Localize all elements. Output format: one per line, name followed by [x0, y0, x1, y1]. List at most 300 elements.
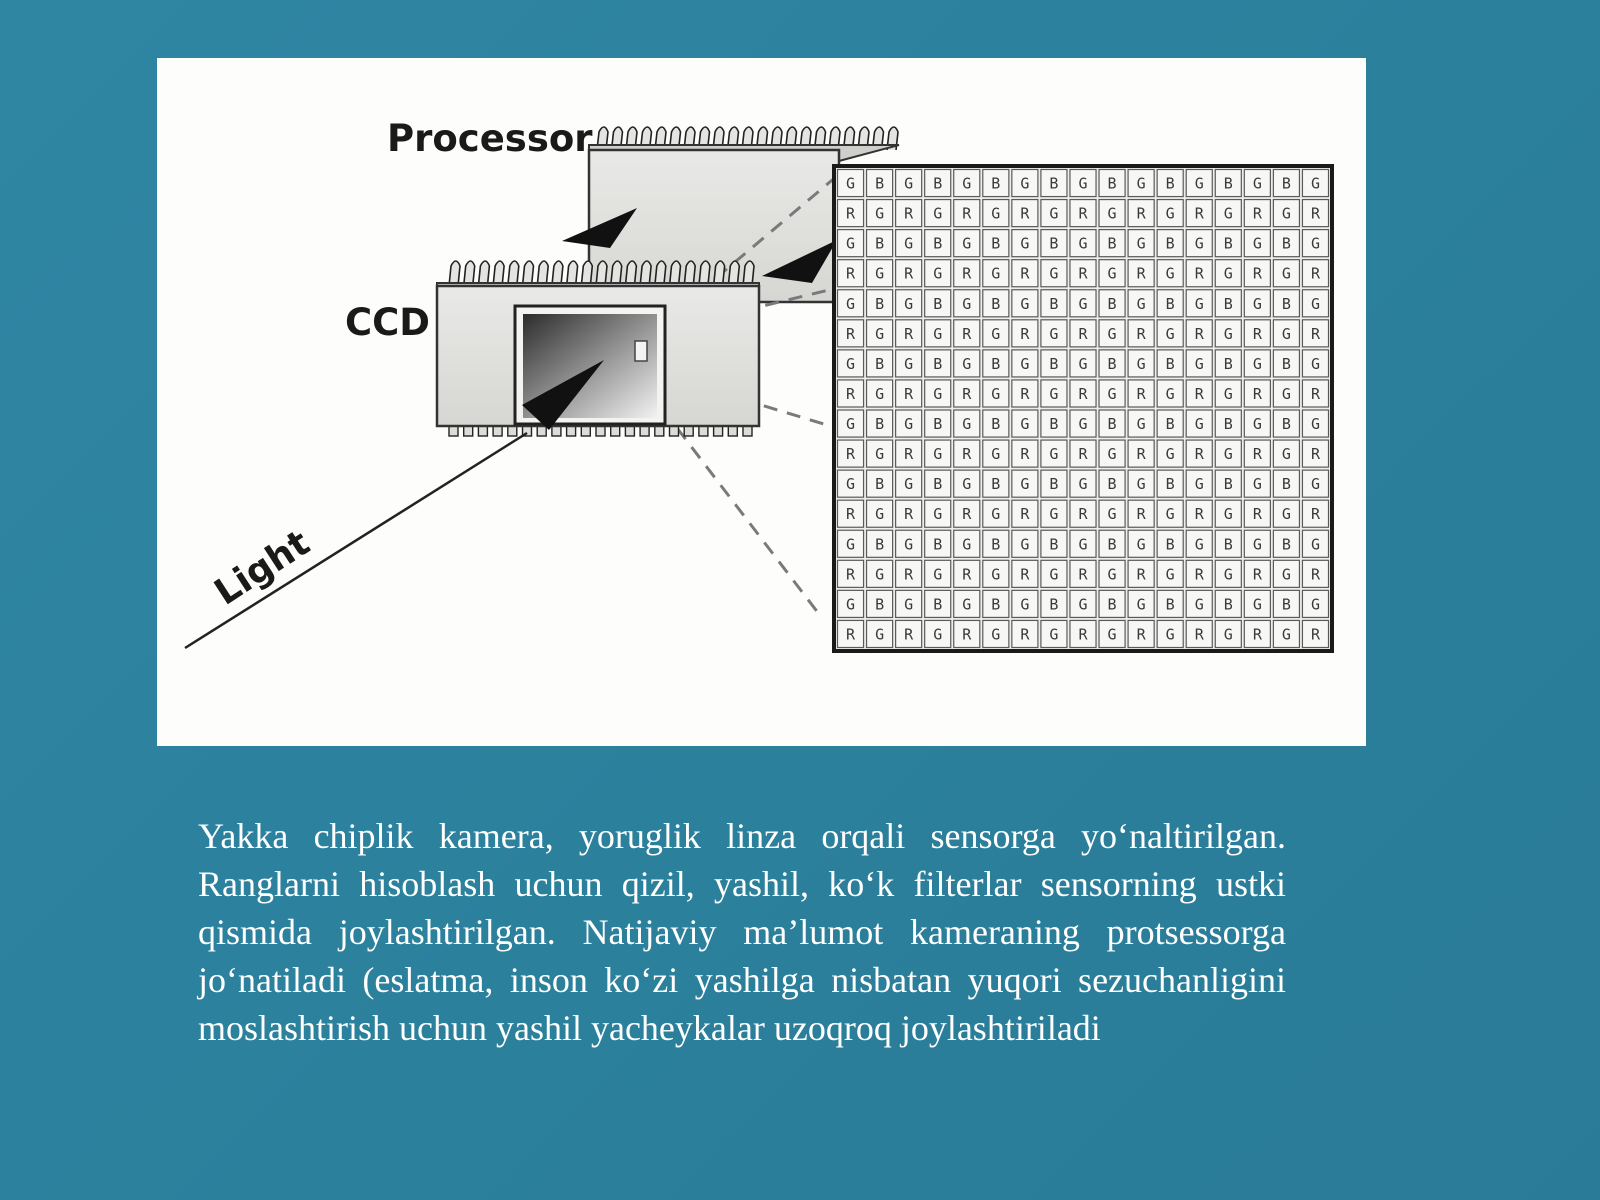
bayer-cell-letter: R: [1078, 565, 1088, 584]
bayer-cell-letter: R: [1136, 384, 1146, 403]
bayer-cell-letter: R: [1136, 445, 1146, 464]
bayer-cell-letter: R: [1136, 264, 1146, 283]
bayer-cell-letter: R: [1020, 204, 1030, 223]
bayer-cell-letter: R: [1136, 625, 1146, 644]
bayer-cell-letter: R: [1252, 445, 1262, 464]
bayer-cell-letter: R: [1020, 264, 1030, 283]
bayer-cell-letter: R: [1194, 565, 1204, 584]
bayer-cell-letter: G: [933, 505, 943, 524]
bayer-cell-letter: G: [846, 354, 856, 373]
bayer-cell-letter: B: [991, 354, 1001, 373]
bayer-cell-letter: R: [1252, 625, 1262, 644]
bayer-cell-letter: R: [1252, 204, 1262, 223]
bayer-cell-letter: G: [875, 445, 885, 464]
bayer-cell-letter: G: [1252, 354, 1262, 373]
bayer-cell-letter: G: [1252, 234, 1262, 253]
bayer-cell-letter: B: [933, 415, 943, 434]
bayer-cell-letter: B: [1049, 415, 1059, 434]
bayer-cell-letter: G: [1020, 174, 1030, 193]
ccd-pin: [684, 426, 693, 436]
bayer-cell-letter: G: [1194, 174, 1204, 193]
bayer-cell-letter: B: [1107, 234, 1117, 253]
bayer-cell-letter: G: [846, 234, 856, 253]
bayer-cell-letter: B: [875, 354, 885, 373]
bayer-cell-letter: G: [1310, 595, 1320, 614]
bayer-cell-letter: B: [1223, 354, 1233, 373]
bayer-cell-letter: G: [1223, 384, 1233, 403]
bayer-cell-letter: R: [846, 324, 856, 343]
bayer-cell-letter: G: [1281, 204, 1291, 223]
bayer-cell-letter: B: [991, 415, 1001, 434]
bayer-cell-letter: B: [1107, 354, 1117, 373]
bayer-cell-letter: R: [962, 565, 972, 584]
bayer-cell-letter: G: [1049, 384, 1059, 403]
bayer-cell-letter: B: [1107, 415, 1117, 434]
bayer-cell-letter: R: [1310, 565, 1320, 584]
bayer-cell-letter: R: [1310, 264, 1320, 283]
bayer-cell-letter: B: [875, 174, 885, 193]
ccd-pin: [581, 426, 590, 436]
bayer-cell-letter: B: [875, 234, 885, 253]
bayer-cell-letter: G: [1136, 595, 1146, 614]
bayer-cell-letter: G: [904, 294, 914, 313]
bayer-cell-letter: G: [1136, 535, 1146, 554]
bayer-cell-letter: B: [1107, 475, 1117, 494]
bayer-cell-letter: G: [1078, 354, 1088, 373]
bayer-cell-letter: R: [1310, 445, 1320, 464]
bayer-cell-letter: G: [1165, 204, 1175, 223]
bayer-cell-letter: B: [1281, 234, 1291, 253]
bayer-cell-letter: G: [875, 264, 885, 283]
bayer-cell-letter: R: [846, 384, 856, 403]
bayer-cell-letter: B: [1049, 535, 1059, 554]
bayer-cell-letter: G: [933, 625, 943, 644]
bayer-cell-letter: B: [1107, 535, 1117, 554]
bayer-cell-letter: B: [1281, 475, 1291, 494]
bayer-cell-letter: R: [846, 565, 856, 584]
bayer-cell-letter: R: [1020, 505, 1030, 524]
bayer-cell-letter: G: [1281, 264, 1291, 283]
ccd-pin: [464, 426, 473, 436]
bayer-cell-letter: G: [1107, 445, 1117, 464]
ccd-pin: [537, 426, 546, 436]
bayer-cell-letter: R: [1194, 264, 1204, 283]
bayer-cell-letter: G: [1165, 324, 1175, 343]
bayer-cell-letter: G: [991, 565, 1001, 584]
bayer-cell-letter: G: [1194, 234, 1204, 253]
ccd-pin: [699, 426, 708, 436]
bayer-cell-letter: G: [1020, 234, 1030, 253]
bayer-cell-letter: G: [846, 174, 856, 193]
bayer-cell-letter: B: [1223, 475, 1233, 494]
caption-paragraph: Yakka chiplik kamera, yoruglik linza orqali sensorga yo‘naltirilgan. Ranglarni hisoblash uchun qizil, yashil, ko‘k filterlar sensorning ustki qismida joylashtirilgan. Natijaviy ma’lumot kameraning protsessorga jo‘natiladi (eslatma, inson ko‘zi yashilga nisbatan yuqori sezuchanligini moslashtirish uchun yashil yacheykalar uzoqroq joylashtiriladi: [198, 816, 1286, 1048]
bayer-cell-letter: G: [1223, 204, 1233, 223]
bayer-cell-letter: R: [962, 384, 972, 403]
bayer-cell-letter: G: [962, 174, 972, 193]
bayer-cell-letter: G: [1136, 294, 1146, 313]
bayer-cell-letter: G: [875, 384, 885, 403]
bayer-cell-letter: G: [1020, 415, 1030, 434]
bayer-cell-letter: G: [1252, 475, 1262, 494]
bayer-cell-letter: R: [1252, 264, 1262, 283]
bayer-cell-letter: R: [1310, 625, 1320, 644]
bayer-cell-letter: G: [1194, 354, 1204, 373]
bayer-cell-letter: G: [1310, 174, 1320, 193]
bayer-cell-letter: R: [846, 505, 856, 524]
bayer-cell-letter: G: [904, 234, 914, 253]
bayer-cell-letter: R: [1136, 204, 1146, 223]
bayer-cell-letter: G: [991, 324, 1001, 343]
bayer-cell-letter: G: [991, 505, 1001, 524]
bayer-cell-letter: B: [991, 475, 1001, 494]
bayer-cell-letter: B: [1165, 354, 1175, 373]
diagram-figure: [157, 58, 1366, 746]
bayer-cell-letter: R: [1194, 324, 1204, 343]
bayer-cell-letter: G: [1194, 475, 1204, 494]
bayer-cell-letter: G: [962, 354, 972, 373]
bayer-cell-letter: B: [1281, 294, 1291, 313]
bayer-cell-letter: G: [1107, 384, 1117, 403]
bayer-filter-grid: [834, 166, 1332, 651]
bayer-cell-letter: G: [875, 204, 885, 223]
bayer-cell-letter: R: [904, 204, 914, 223]
bayer-cell-letter: B: [1165, 595, 1175, 614]
bayer-cell-letter: G: [1223, 505, 1233, 524]
bayer-cell-letter: G: [962, 535, 972, 554]
ccd-pin: [625, 426, 634, 436]
bayer-cell-letter: R: [904, 445, 914, 464]
bayer-cell-letter: G: [1281, 625, 1291, 644]
bayer-cell-letter: G: [933, 445, 943, 464]
bayer-cell-letter: R: [1194, 505, 1204, 524]
bayer-cell-letter: G: [1078, 535, 1088, 554]
bayer-cell-letter: G: [846, 294, 856, 313]
bayer-cell-letter: B: [1049, 234, 1059, 253]
bayer-cell-letter: B: [1049, 475, 1059, 494]
bayer-cell-letter: B: [875, 294, 885, 313]
bayer-cell-letter: G: [1020, 595, 1030, 614]
bayer-cell-letter: G: [1165, 505, 1175, 524]
bayer-cell-letter: R: [846, 264, 856, 283]
bayer-cell-letter: G: [875, 565, 885, 584]
bayer-cell-letter: R: [1252, 565, 1262, 584]
bayer-cell-letter: R: [1194, 445, 1204, 464]
bayer-cell-letter: G: [1020, 535, 1030, 554]
bayer-cell-letter: G: [1281, 565, 1291, 584]
bayer-cell-letter: R: [1020, 445, 1030, 464]
bayer-cell-letter: B: [933, 174, 943, 193]
bayer-cell-letter: G: [1078, 595, 1088, 614]
bayer-cell-letter: G: [1078, 234, 1088, 253]
bayer-cell-letter: G: [846, 415, 856, 434]
bayer-cell-letter: G: [904, 475, 914, 494]
bayer-cell-letter: B: [1281, 595, 1291, 614]
bayer-cell-letter: R: [1252, 384, 1262, 403]
bayer-cell-letter: G: [933, 264, 943, 283]
bayer-cell-letter: G: [991, 204, 1001, 223]
bayer-cell-letter: B: [933, 354, 943, 373]
bayer-cell-letter: G: [1078, 174, 1088, 193]
ccd-pin: [508, 426, 517, 436]
bayer-cell-letter: R: [904, 565, 914, 584]
bayer-cell-letter: R: [846, 204, 856, 223]
bayer-cell-letter: G: [875, 505, 885, 524]
bayer-cell-letter: R: [1136, 505, 1146, 524]
bayer-cell-letter: G: [1252, 415, 1262, 434]
bayer-cell-letter: B: [1049, 595, 1059, 614]
bayer-cell-letter: B: [875, 475, 885, 494]
bayer-cell-letter: B: [933, 535, 943, 554]
bayer-cell-letter: B: [1049, 354, 1059, 373]
bayer-cell-letter: R: [1078, 625, 1088, 644]
bayer-cell-letter: B: [991, 595, 1001, 614]
bayer-cell-letter: G: [991, 264, 1001, 283]
bayer-cell-letter: R: [846, 625, 856, 644]
bayer-cell-letter: R: [1194, 625, 1204, 644]
ccd-pin: [743, 426, 752, 436]
bayer-cell-letter: R: [1136, 565, 1146, 584]
bayer-cell-letter: G: [1049, 445, 1059, 464]
bayer-cell-letter: G: [904, 354, 914, 373]
bayer-cell-letter: G: [1136, 234, 1146, 253]
bayer-cell-letter: G: [1078, 294, 1088, 313]
bayer-cell-letter: G: [1194, 415, 1204, 434]
bayer-cell-letter: G: [1252, 294, 1262, 313]
bayer-cell-letter: R: [1136, 324, 1146, 343]
bayer-cell-letter: G: [904, 174, 914, 193]
bayer-cell-letter: G: [1223, 625, 1233, 644]
bayer-cell-letter: B: [1223, 415, 1233, 434]
bayer-cell-letter: R: [1078, 204, 1088, 223]
bayer-cell-letter: R: [1310, 324, 1320, 343]
bayer-cell-letter: B: [991, 294, 1001, 313]
ccd-pin: [567, 426, 576, 436]
processor-label: Processor: [387, 117, 593, 160]
bayer-cell-letter: G: [1310, 475, 1320, 494]
bayer-cell-letter: B: [875, 535, 885, 554]
bayer-cell-letter: G: [1049, 324, 1059, 343]
bayer-cell-letter: B: [875, 415, 885, 434]
bayer-cell-letter: G: [962, 415, 972, 434]
bayer-cell-letter: G: [991, 384, 1001, 403]
bayer-cell-letter: G: [1223, 324, 1233, 343]
bayer-cell-letter: R: [904, 324, 914, 343]
bayer-cell-letter: R: [1252, 505, 1262, 524]
bayer-cell-letter: G: [1281, 505, 1291, 524]
bayer-cell-letter: G: [1107, 324, 1117, 343]
bayer-cell-letter: R: [962, 324, 972, 343]
bayer-cell-letter: G: [846, 535, 856, 554]
ccd-pin: [478, 426, 487, 436]
bayer-cell-letter: G: [1020, 354, 1030, 373]
bayer-cell-letter: R: [962, 445, 972, 464]
bayer-cell-letter: G: [933, 324, 943, 343]
ccd-pin: [670, 426, 679, 436]
bayer-cell-letter: G: [933, 204, 943, 223]
bayer-cell-letter: R: [1078, 505, 1088, 524]
bayer-cell-letter: G: [962, 294, 972, 313]
ccd-pin: [611, 426, 620, 436]
bayer-cell-letter: R: [1078, 445, 1088, 464]
bayer-cell-letter: R: [904, 625, 914, 644]
bayer-cell-letter: G: [846, 595, 856, 614]
ccd-pin: [596, 426, 605, 436]
bayer-cell-letter: G: [1165, 565, 1175, 584]
bayer-cell-letter: B: [1281, 535, 1291, 554]
ccd-pin: [655, 426, 664, 436]
bayer-cell-letter: R: [904, 264, 914, 283]
bayer-cell-letter: R: [1310, 204, 1320, 223]
bayer-cell-letter: G: [1165, 384, 1175, 403]
bayer-cell-letter: G: [991, 445, 1001, 464]
bayer-cell-letter: G: [1281, 445, 1291, 464]
bayer-cell-letter: G: [1049, 264, 1059, 283]
bayer-cell-letter: G: [1194, 535, 1204, 554]
bayer-cell-letter: G: [1194, 294, 1204, 313]
bayer-cell-letter: R: [904, 505, 914, 524]
bayer-cell-letter: B: [1281, 354, 1291, 373]
bayer-cell-letter: R: [1020, 384, 1030, 403]
bayer-cell-letter: R: [1194, 204, 1204, 223]
bayer-cell-letter: G: [1107, 264, 1117, 283]
bayer-cell-letter: B: [933, 294, 943, 313]
ccd-pin: [640, 426, 649, 436]
bayer-cell-letter: B: [991, 535, 1001, 554]
bayer-cell-letter: G: [1049, 505, 1059, 524]
bayer-cell-letter: G: [991, 625, 1001, 644]
bayer-cell-letter: G: [1165, 264, 1175, 283]
bayer-cell-letter: G: [1020, 294, 1030, 313]
bayer-cell-letter: G: [1310, 234, 1320, 253]
ccd-label: CCD: [345, 301, 431, 344]
bayer-cell-letter: B: [1223, 535, 1233, 554]
bayer-cell-letter: B: [1223, 174, 1233, 193]
bayer-cell-letter: B: [1223, 294, 1233, 313]
bayer-cell-letter: G: [962, 595, 972, 614]
bayer-cell-letter: B: [1107, 174, 1117, 193]
ccd-pin: [449, 426, 458, 436]
ccd-pin: [728, 426, 737, 436]
ccd-diagram: [157, 58, 1366, 746]
ccd-pin: [714, 426, 723, 436]
bayer-cell-letter: G: [933, 565, 943, 584]
bayer-cell-letter: G: [1049, 625, 1059, 644]
bayer-cell-letter: G: [1223, 264, 1233, 283]
bayer-cell-letter: R: [1020, 565, 1030, 584]
bayer-cell-letter: B: [1165, 415, 1175, 434]
bayer-cell-letter: R: [962, 204, 972, 223]
bayer-cell-letter: R: [1310, 384, 1320, 403]
bayer-cell-letter: G: [1078, 415, 1088, 434]
bayer-cell-letter: G: [962, 475, 972, 494]
bayer-cell-letter: G: [933, 384, 943, 403]
bayer-cell-letter: G: [1049, 204, 1059, 223]
bayer-cell-letter: G: [1252, 595, 1262, 614]
bayer-cell-letter: B: [1049, 174, 1059, 193]
bayer-cell-letter: G: [1136, 475, 1146, 494]
bayer-cell-letter: B: [1165, 234, 1175, 253]
bayer-cell-letter: R: [1020, 625, 1030, 644]
bayer-cell-letter: B: [933, 475, 943, 494]
bayer-cell-letter: R: [1310, 505, 1320, 524]
bayer-cell-letter: R: [1078, 264, 1088, 283]
bayer-cell-letter: G: [1223, 565, 1233, 584]
bayer-cell-letter: G: [1107, 565, 1117, 584]
bayer-cell-letter: R: [904, 384, 914, 403]
bayer-cell-letter: G: [1310, 535, 1320, 554]
bayer-cell-letter: G: [1136, 354, 1146, 373]
bayer-cell-letter: G: [1194, 595, 1204, 614]
bayer-cell-letter: G: [875, 625, 885, 644]
bayer-cell-letter: B: [991, 174, 1001, 193]
bayer-cell-letter: G: [1136, 174, 1146, 193]
bayer-cell-letter: R: [962, 264, 972, 283]
bayer-cell-letter: G: [1281, 324, 1291, 343]
bayer-cell-letter: G: [1107, 625, 1117, 644]
bayer-cell-letter: G: [962, 234, 972, 253]
bayer-cell-letter: B: [1223, 234, 1233, 253]
light-ray: [185, 433, 527, 648]
bayer-cell-letter: G: [1223, 445, 1233, 464]
ccd-pin: [493, 426, 502, 436]
bayer-cell-letter: G: [904, 415, 914, 434]
bayer-cell-letter: R: [1078, 324, 1088, 343]
bayer-cell-letter: B: [1281, 174, 1291, 193]
bayer-cell-letter: G: [1107, 505, 1117, 524]
bayer-cell-letter: R: [962, 505, 972, 524]
bayer-cell-letter: R: [962, 625, 972, 644]
bayer-cell-letter: G: [1049, 565, 1059, 584]
bayer-cell-letter: R: [1020, 324, 1030, 343]
bayer-cell-letter: B: [1165, 294, 1175, 313]
bayer-cell-letter: B: [1107, 595, 1117, 614]
bayer-cell-letter: B: [1165, 174, 1175, 193]
bayer-cell-letter: B: [1049, 294, 1059, 313]
ccd-pins-bottom: [449, 426, 752, 436]
bayer-cell-letter: R: [1078, 384, 1088, 403]
ccd-pin: [552, 426, 561, 436]
bayer-cell-letter: G: [904, 595, 914, 614]
bayer-cell-letter: R: [1194, 384, 1204, 403]
light-label: Light: [207, 522, 318, 614]
bayer-cell-letter: G: [846, 475, 856, 494]
ccd-chip: [437, 261, 759, 436]
bayer-cell-letter: G: [1281, 384, 1291, 403]
bayer-cell-letter: B: [875, 595, 885, 614]
bayer-cell-letter: G: [1310, 294, 1320, 313]
bayer-cell-letter: R: [846, 445, 856, 464]
bayer-cell-letter: G: [1310, 354, 1320, 373]
bayer-cell-letter: B: [933, 234, 943, 253]
bayer-cell-letter: B: [1107, 294, 1117, 313]
bayer-cell-letter: G: [1020, 475, 1030, 494]
bayer-cell-letter: G: [904, 535, 914, 554]
bayer-cell-letter: G: [1165, 625, 1175, 644]
bayer-cell-letter: B: [1165, 535, 1175, 554]
bayer-cell-letter: G: [1252, 174, 1262, 193]
bayer-cell-letter: G: [875, 324, 885, 343]
bayer-cell-letter: B: [1281, 415, 1291, 434]
bayer-cell-letter: B: [933, 595, 943, 614]
bayer-cell-letter: R: [1252, 324, 1262, 343]
bayer-cell-letter: B: [1165, 475, 1175, 494]
bayer-cell-letter: G: [1252, 535, 1262, 554]
bayer-cell-letter: G: [1310, 415, 1320, 434]
bayer-cell-letter: B: [1223, 595, 1233, 614]
bayer-cell-letter: B: [991, 234, 1001, 253]
bayer-cell-letter: G: [1078, 475, 1088, 494]
bayer-cell-letter: G: [1107, 204, 1117, 223]
